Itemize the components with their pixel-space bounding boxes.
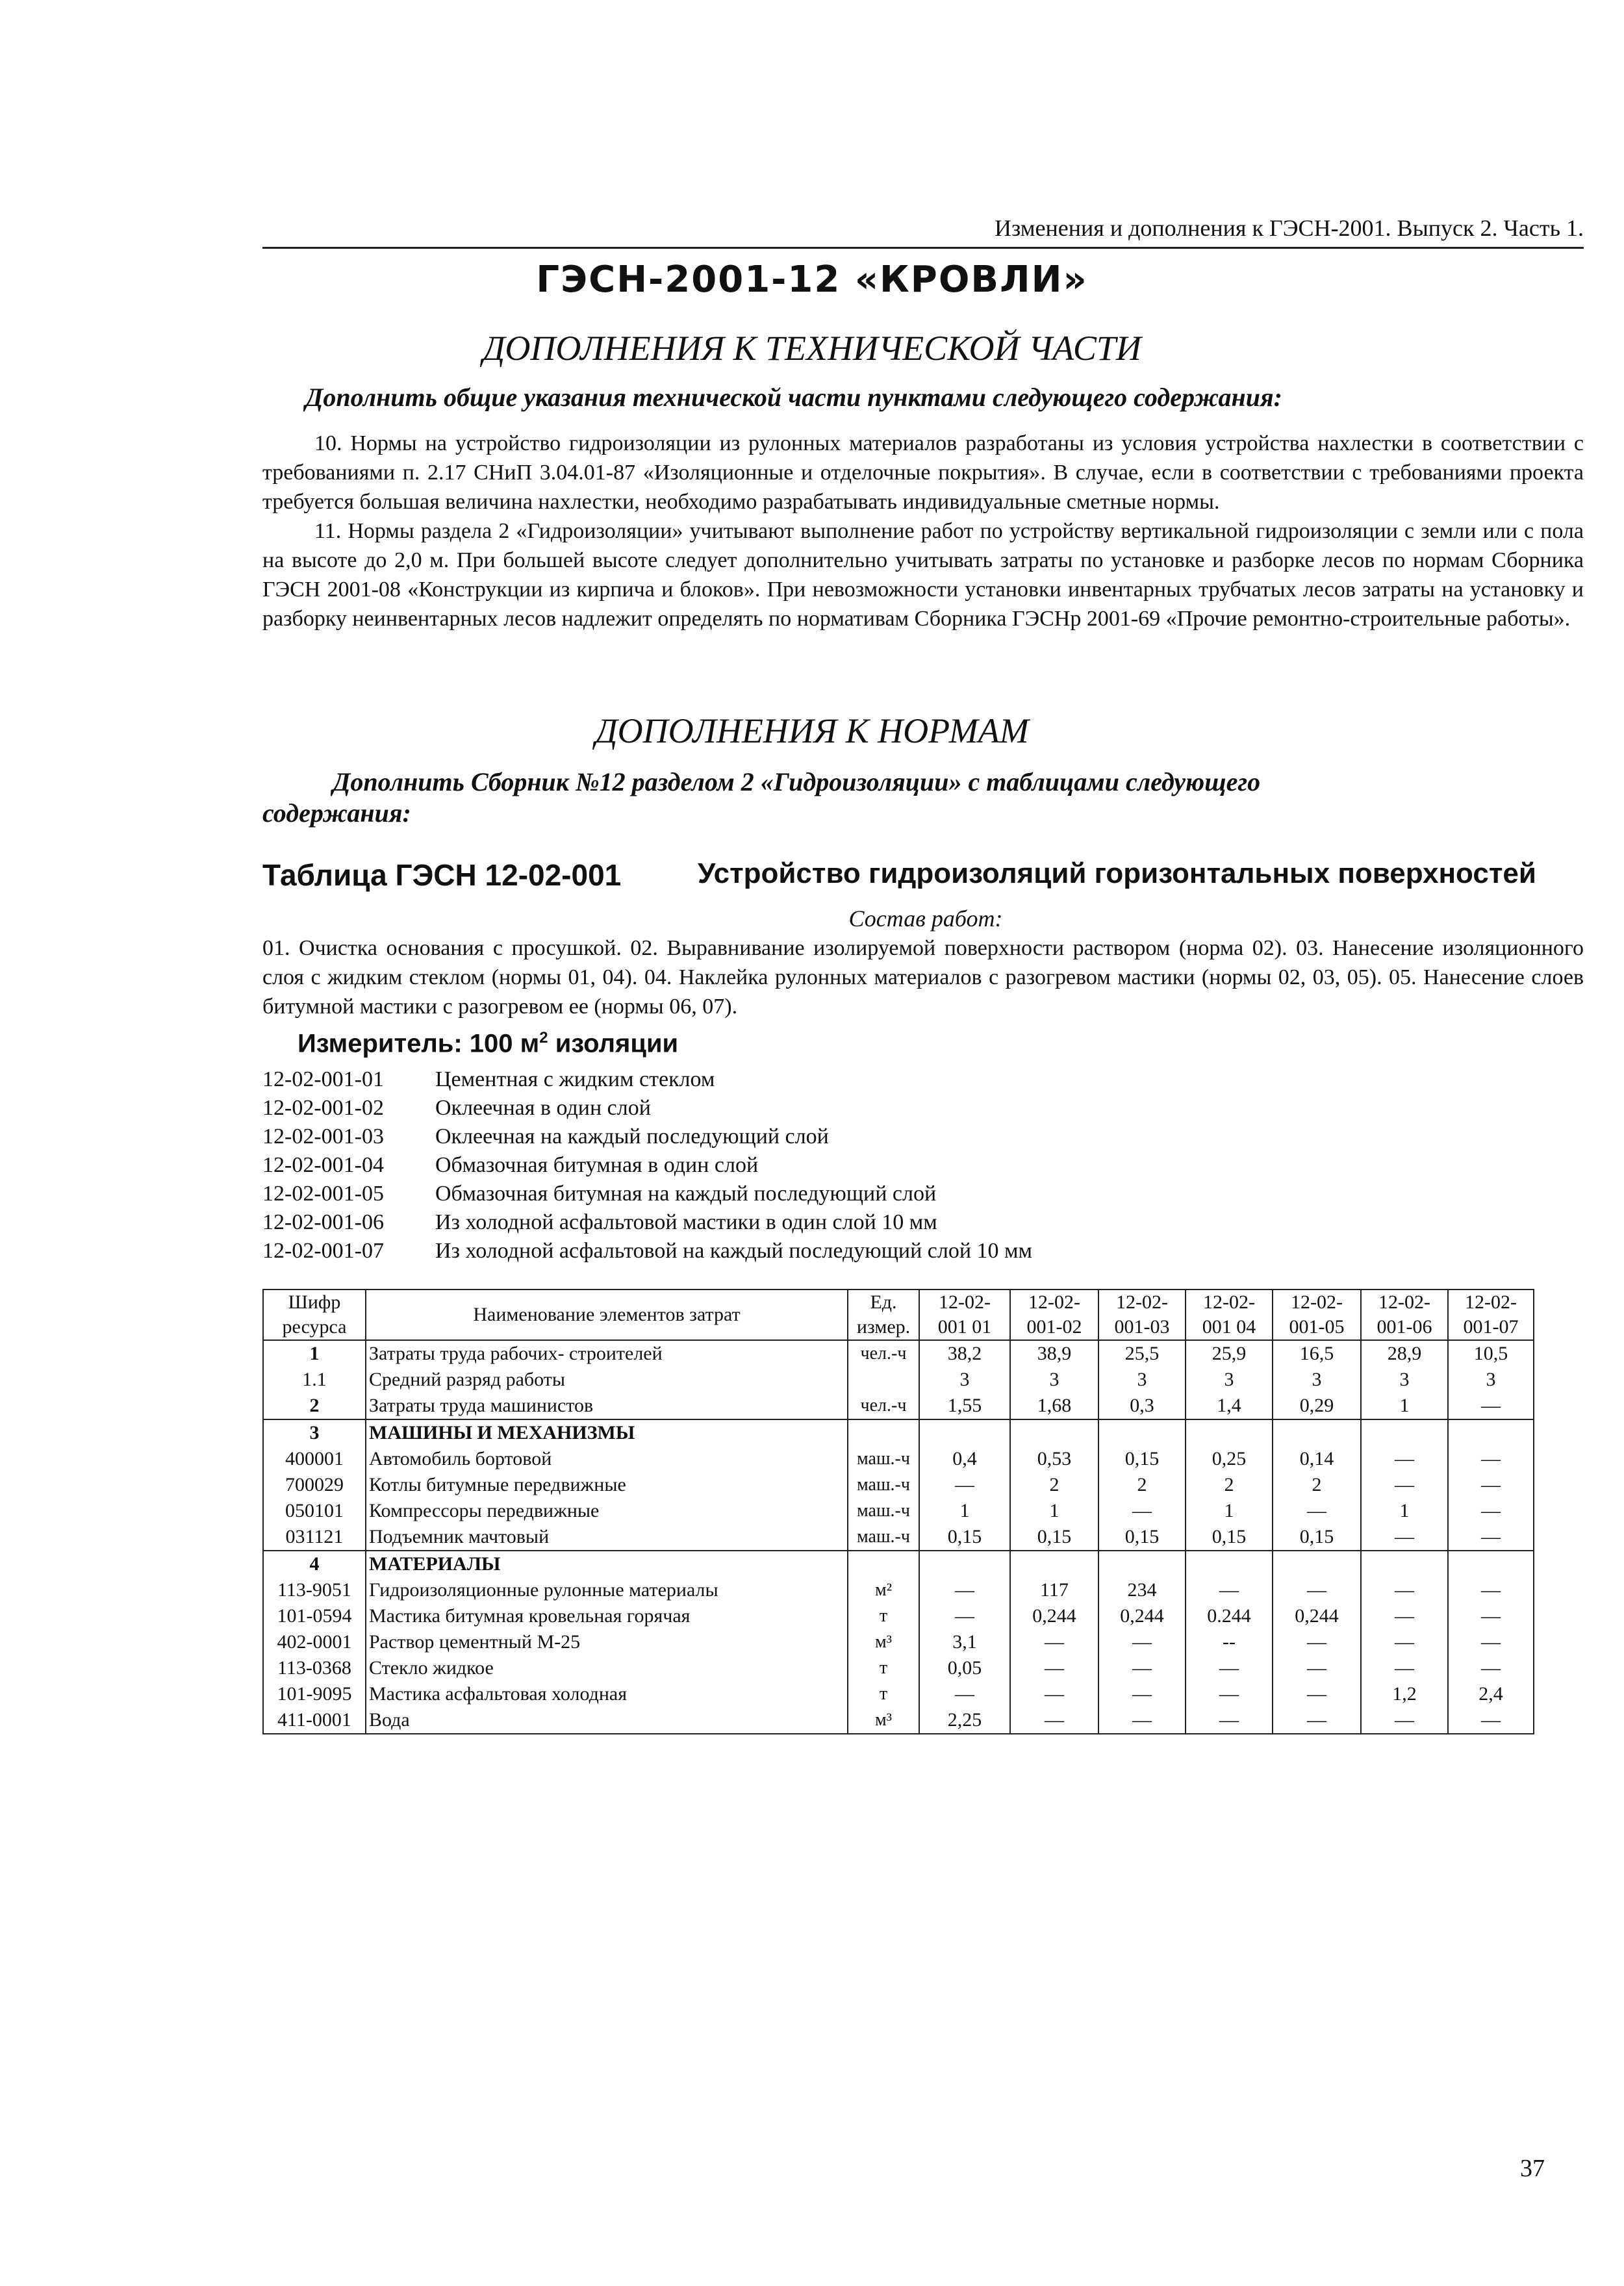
cell-value: 2: [1098, 1472, 1186, 1498]
norm-code-row: [262, 1180, 1032, 1208]
cell-value: —: [1448, 1524, 1534, 1551]
cell-value: [1010, 1419, 1098, 1446]
cell-value: —: [1361, 1446, 1448, 1472]
cell-code: 4: [263, 1551, 366, 1577]
cell-value: 0,15: [919, 1524, 1010, 1551]
norm-name: Оклеечная в один слой: [435, 1096, 651, 1120]
cell-code: 101-0594: [263, 1603, 366, 1629]
cell-value: —: [1361, 1603, 1448, 1629]
norm-code-row: [262, 1123, 1032, 1151]
cell-value: 0,15: [1186, 1524, 1273, 1551]
cell-value: —: [919, 1577, 1010, 1603]
table-row: [263, 1707, 1534, 1734]
measurement-unit: [298, 1029, 678, 1058]
cell-value: —: [1448, 1393, 1534, 1419]
norm-name: Из холодной асфальтовой на каждый последующий слой 10 мм: [435, 1239, 1033, 1263]
cell-value: —: [1273, 1655, 1361, 1681]
cell-value: 1,55: [919, 1393, 1010, 1419]
header-norm-col: 12-02- 001 01: [919, 1289, 1010, 1340]
norm-code: 12-02-001-07: [262, 1239, 384, 1263]
cell-value: 3,1: [919, 1629, 1010, 1655]
cell-name: Котлы битумные передвижные: [366, 1472, 848, 1498]
cell-name: Компрессоры передвижные: [366, 1498, 848, 1524]
cell-value: 2,25: [919, 1707, 1010, 1734]
cell-value: —: [1010, 1707, 1098, 1734]
cell-unit: [848, 1551, 919, 1577]
norm-code-row: [262, 1094, 1032, 1123]
cell-value: 0,14: [1273, 1446, 1361, 1472]
norm-name: Обмазочная битумная на каждый последующий слой: [435, 1182, 937, 1206]
table-row: [263, 1498, 1534, 1524]
table-row: [263, 1524, 1534, 1551]
work-composition-caption: Состав работ:: [848, 906, 1003, 932]
cell-unit: м²: [848, 1577, 919, 1603]
section-subheading-technical: Дополнить общие указания технической части пунктами следующего содержания:: [305, 383, 1282, 412]
meter-suffix: изоляции: [548, 1029, 679, 1058]
cell-value: —: [1186, 1707, 1273, 1734]
cell-value: 0,05: [919, 1655, 1010, 1681]
cell-value: 1: [1010, 1498, 1098, 1524]
cell-value: —: [1361, 1655, 1448, 1681]
cell-unit: маш.-ч: [848, 1498, 919, 1524]
cell-value: —: [1448, 1472, 1534, 1498]
cell-code: 3: [263, 1419, 366, 1446]
cell-value: 28,9: [1361, 1340, 1448, 1367]
cell-unit: м³: [848, 1707, 919, 1734]
cell-value: 1: [1361, 1498, 1448, 1524]
cell-value: —: [1186, 1681, 1273, 1707]
cell-unit: м³: [848, 1629, 919, 1655]
cell-value: —: [919, 1472, 1010, 1498]
cell-value: 25,5: [1098, 1340, 1186, 1367]
table-row: [263, 1681, 1534, 1707]
cell-unit: т: [848, 1681, 919, 1707]
cell-unit: т: [848, 1655, 919, 1681]
cell-name: Мастика асфальтовая холодная: [366, 1681, 848, 1707]
cell-value: —: [1448, 1603, 1534, 1629]
table-row: [263, 1393, 1534, 1419]
header-rule: [262, 247, 1584, 249]
running-header: Изменения и дополнения к ГЭСН-2001. Выпуск 2. Часть 1.: [995, 215, 1584, 241]
norm-code: 12-02-001-02: [262, 1096, 384, 1120]
cell-unit: чел.-ч: [848, 1393, 919, 1419]
cell-value: —: [1273, 1681, 1361, 1707]
cell-value: [1273, 1551, 1361, 1577]
cell-name: Затраты труда рабочих- строителей: [366, 1340, 848, 1367]
section-heading-norms: ДОПОЛНЕНИЯ К НОРМАМ: [595, 711, 1029, 750]
cell-value: [1098, 1551, 1186, 1577]
section-heading-technical: ДОПОЛНЕНИЯ К ТЕХНИЧЕСКОЙ ЧАСТИ: [483, 329, 1141, 368]
cell-code: 113-9051: [263, 1577, 366, 1603]
table-row: [263, 1472, 1534, 1498]
cell-value: 3: [1361, 1367, 1448, 1393]
table-title: Устройство гидроизоляций горизонтальных поверхностей: [698, 857, 1536, 889]
table-row: [263, 1655, 1534, 1681]
document-title: ГЭСН-2001-12 «КРОВЛИ»: [536, 259, 1088, 301]
cell-code: 050101: [263, 1498, 366, 1524]
cell-value: 0,244: [1010, 1603, 1098, 1629]
table-row: [263, 1551, 1534, 1577]
cell-value: [1098, 1419, 1186, 1446]
cell-value: —: [1448, 1655, 1534, 1681]
cell-code: 411-0001: [263, 1707, 366, 1734]
cell-code: 700029: [263, 1472, 366, 1498]
cell-value: 2: [1186, 1472, 1273, 1498]
cell-value: 0,15: [1098, 1446, 1186, 1472]
cell-value: 0,15: [1273, 1524, 1361, 1551]
cell-name: МАТЕРИАЛЫ: [366, 1551, 848, 1577]
cell-value: —: [1448, 1446, 1534, 1472]
resource-table: [262, 1289, 1534, 1734]
cell-value: —: [919, 1603, 1010, 1629]
cell-code: 1: [263, 1340, 366, 1367]
cell-value: 0,15: [1098, 1524, 1186, 1551]
cell-value: 2: [1273, 1472, 1361, 1498]
table-row: [263, 1446, 1534, 1472]
cell-value: 0,29: [1273, 1393, 1361, 1419]
header-norm-col: 12-02- 001-05: [1273, 1289, 1361, 1340]
cell-value: —: [1010, 1629, 1098, 1655]
cell-value: —: [1010, 1681, 1098, 1707]
cell-unit: маш.-ч: [848, 1446, 919, 1472]
cell-value: 0.244: [1186, 1603, 1273, 1629]
cell-value: 38,9: [1010, 1340, 1098, 1367]
cell-value: —: [1186, 1655, 1273, 1681]
cell-code: 400001: [263, 1446, 366, 1472]
cell-value: —: [1186, 1577, 1273, 1603]
cell-value: —: [1448, 1577, 1534, 1603]
cell-value: —: [1098, 1629, 1186, 1655]
cell-unit: маш.-ч: [848, 1524, 919, 1551]
cell-unit: [848, 1367, 919, 1393]
cell-value: 1: [1361, 1393, 1448, 1419]
table-row: [263, 1603, 1534, 1629]
header-unit: Ед. измер.: [848, 1289, 919, 1340]
cell-value: 1,4: [1186, 1393, 1273, 1419]
cell-value: —: [1010, 1655, 1098, 1681]
table-row: [263, 1577, 1534, 1603]
cell-value: 0,53: [1010, 1446, 1098, 1472]
cell-value: —: [1098, 1681, 1186, 1707]
cell-value: 2,4: [1448, 1681, 1534, 1707]
header-norm-col: 12-02- 001-02: [1010, 1289, 1098, 1340]
cell-value: 0,244: [1273, 1603, 1361, 1629]
cell-unit: маш.-ч: [848, 1472, 919, 1498]
cell-value: 3: [1448, 1367, 1534, 1393]
cell-code: 2: [263, 1393, 366, 1419]
norm-code-list: [262, 1065, 1032, 1265]
technical-paragraphs: [262, 429, 1584, 633]
cell-value: 10,5: [1448, 1340, 1534, 1367]
cell-value: 0,4: [919, 1446, 1010, 1472]
cell-value: [1361, 1551, 1448, 1577]
cell-value: —: [1098, 1707, 1186, 1734]
cell-value: 3: [1098, 1367, 1186, 1393]
meter-superscript: 2: [539, 1029, 548, 1047]
cell-value: 1,68: [1010, 1393, 1098, 1419]
cell-value: [919, 1419, 1010, 1446]
cell-value: —: [1361, 1629, 1448, 1655]
paragraph-10: 10. Нормы на устройство гидроизоляции из рулонных материалов разработаны из условия устройства нахлестки в соответствии с требованиями п. 2.17 СНиП 3.04.01-87 «Изоляционные и отделочные покрытия». В случае, если в соответствии с требованиями проекта требуется большая величина нахлестки, необходимо разрабатывать индивидуальные сметные нормы.: [262, 431, 1584, 514]
norm-code-row: [262, 1065, 1032, 1094]
cell-value: —: [1273, 1577, 1361, 1603]
cell-value: 2: [1010, 1472, 1098, 1498]
norm-name: Цементная с жидким стеклом: [435, 1067, 715, 1091]
cell-value: —: [1448, 1629, 1534, 1655]
meter-prefix: Измеритель: 100 м: [298, 1029, 540, 1058]
cell-code: 101-9095: [263, 1681, 366, 1707]
norm-code: 12-02-001-06: [262, 1210, 384, 1234]
cell-value: [1186, 1419, 1273, 1446]
table-row: [263, 1629, 1534, 1655]
cell-value: 38,2: [919, 1340, 1010, 1367]
table-row: [263, 1367, 1534, 1393]
cell-value: 25,9: [1186, 1340, 1273, 1367]
header-code: Шифр ресурса: [263, 1289, 366, 1340]
table-row: [263, 1419, 1534, 1446]
norm-name: Обмазочная битумная в один слой: [435, 1153, 759, 1177]
cell-value: 1,2: [1361, 1681, 1448, 1707]
norm-code: 12-02-001-05: [262, 1182, 384, 1206]
norm-code-row: [262, 1151, 1032, 1180]
norm-code: 12-02-001-03: [262, 1124, 384, 1149]
table-header-row: [263, 1289, 1534, 1340]
cell-unit: чел.-ч: [848, 1340, 919, 1367]
cell-value: —: [1273, 1498, 1361, 1524]
cell-name: Затраты труда машинистов: [366, 1393, 848, 1419]
section-subheading-norms-line2: содержания:: [262, 798, 411, 828]
cell-value: —: [919, 1681, 1010, 1707]
norm-code: 12-02-001-01: [262, 1067, 384, 1091]
header-norm-col: 12-02- 001-07: [1448, 1289, 1534, 1340]
cell-value: [919, 1551, 1010, 1577]
cell-unit: [848, 1419, 919, 1446]
cell-value: —: [1448, 1498, 1534, 1524]
cell-value: [1186, 1551, 1273, 1577]
cell-value: —: [1361, 1524, 1448, 1551]
cell-name: Подъемник мачтовый: [366, 1524, 848, 1551]
cell-value: —: [1098, 1655, 1186, 1681]
cell-value: [1361, 1419, 1448, 1446]
cell-name: Раствор цементный М-25: [366, 1629, 848, 1655]
cell-value: [1448, 1419, 1534, 1446]
work-composition-text: 01. Очистка основания с просушкой. 02. Выравнивание изолируемой поверхности раствором (норма 02). 03. Нанесение изоляционного слоя с жидким стеклом (нормы 01, 04). 04. Наклейка рулонных материалов с разогревом мастики (нормы 02, 03, 05). 05. Нанесение слоев битумной мастики с разогревом ее (нормы 06, 07).: [262, 936, 1584, 1019]
cell-value: 0,3: [1098, 1393, 1186, 1419]
cell-name: МАШИНЫ И МЕХАНИЗМЫ: [366, 1419, 848, 1446]
cell-name: Мастика битумная кровельная горячая: [366, 1603, 848, 1629]
cell-value: 3: [1010, 1367, 1098, 1393]
cell-value: 3: [1186, 1367, 1273, 1393]
cell-code: 031121: [263, 1524, 366, 1551]
cell-code: 402-0001: [263, 1629, 366, 1655]
cell-value: —: [1361, 1577, 1448, 1603]
cell-value: 3: [1273, 1367, 1361, 1393]
table-row: [263, 1340, 1534, 1367]
cell-value: 3: [919, 1367, 1010, 1393]
cell-value: —: [1098, 1498, 1186, 1524]
cell-code: 1.1: [263, 1367, 366, 1393]
cell-value: —: [1273, 1707, 1361, 1734]
cell-value: 0,244: [1098, 1603, 1186, 1629]
header-norm-col: 12-02- 001 04: [1186, 1289, 1273, 1340]
header-norm-col: 12-02- 001-06: [1361, 1289, 1448, 1340]
norm-code-row: [262, 1237, 1032, 1265]
table-id: Таблица ГЭСН 12-02-001: [262, 858, 622, 892]
cell-value: 234: [1098, 1577, 1186, 1603]
cell-value: 0,15: [1010, 1524, 1098, 1551]
header-norm-col: 12-02- 001-03: [1098, 1289, 1186, 1340]
cell-name: Автомобиль бортовой: [366, 1446, 848, 1472]
header-name: Наименование элементов затрат: [366, 1289, 848, 1340]
paragraph-11: 11. Нормы раздела 2 «Гидроизоляции» учитывают выполнение работ по устройству вертикальной гидроизоляции с земли или с пола на высоте до 2,0 м. При большей высоте следует дополнительно учитывать затраты по установке и разборке лесов по нормам Сборника ГЭСН 2001-08 «Конструкции из кирпича и блоков». При невозможности установки инвентарных трубчатых лесов затраты на установку и разборку неинвентарных лесов надлежит определять по нормативам Сборника ГЭСНр 2001-69 «Прочие ремонтно-строительные работы».: [262, 519, 1584, 631]
section-subheading-norms-line1: Дополнить Сборник №12 разделом 2 «Гидроизоляции» с таблицами следующего: [333, 767, 1261, 796]
cell-name: Вода: [366, 1707, 848, 1734]
page-number: 37: [1520, 2155, 1545, 2182]
cell-value: [1273, 1419, 1361, 1446]
cell-value: [1448, 1551, 1534, 1577]
norm-code-row: [262, 1208, 1032, 1237]
cell-value: —: [1273, 1629, 1361, 1655]
cell-name: Средний разряд работы: [366, 1367, 848, 1393]
cell-value: 1: [1186, 1498, 1273, 1524]
norm-code: 12-02-001-04: [262, 1153, 384, 1177]
cell-code: 113-0368: [263, 1655, 366, 1681]
cell-value: —: [1361, 1472, 1448, 1498]
cell-name: Гидроизоляционные рулонные материалы: [366, 1577, 848, 1603]
cell-value: 1: [919, 1498, 1010, 1524]
cell-unit: т: [848, 1603, 919, 1629]
cell-name: Стекло жидкое: [366, 1655, 848, 1681]
norm-name: Из холодной асфальтовой мастики в один слой 10 мм: [435, 1210, 937, 1234]
cell-value: [1010, 1551, 1098, 1577]
cell-value: 0,25: [1186, 1446, 1273, 1472]
norm-name: Оклеечная на каждый последующий слой: [435, 1124, 829, 1149]
cell-value: 16,5: [1273, 1340, 1361, 1367]
cell-value: —: [1361, 1707, 1448, 1734]
cell-value: --: [1186, 1629, 1273, 1655]
cell-value: 117: [1010, 1577, 1098, 1603]
cell-value: —: [1448, 1707, 1534, 1734]
